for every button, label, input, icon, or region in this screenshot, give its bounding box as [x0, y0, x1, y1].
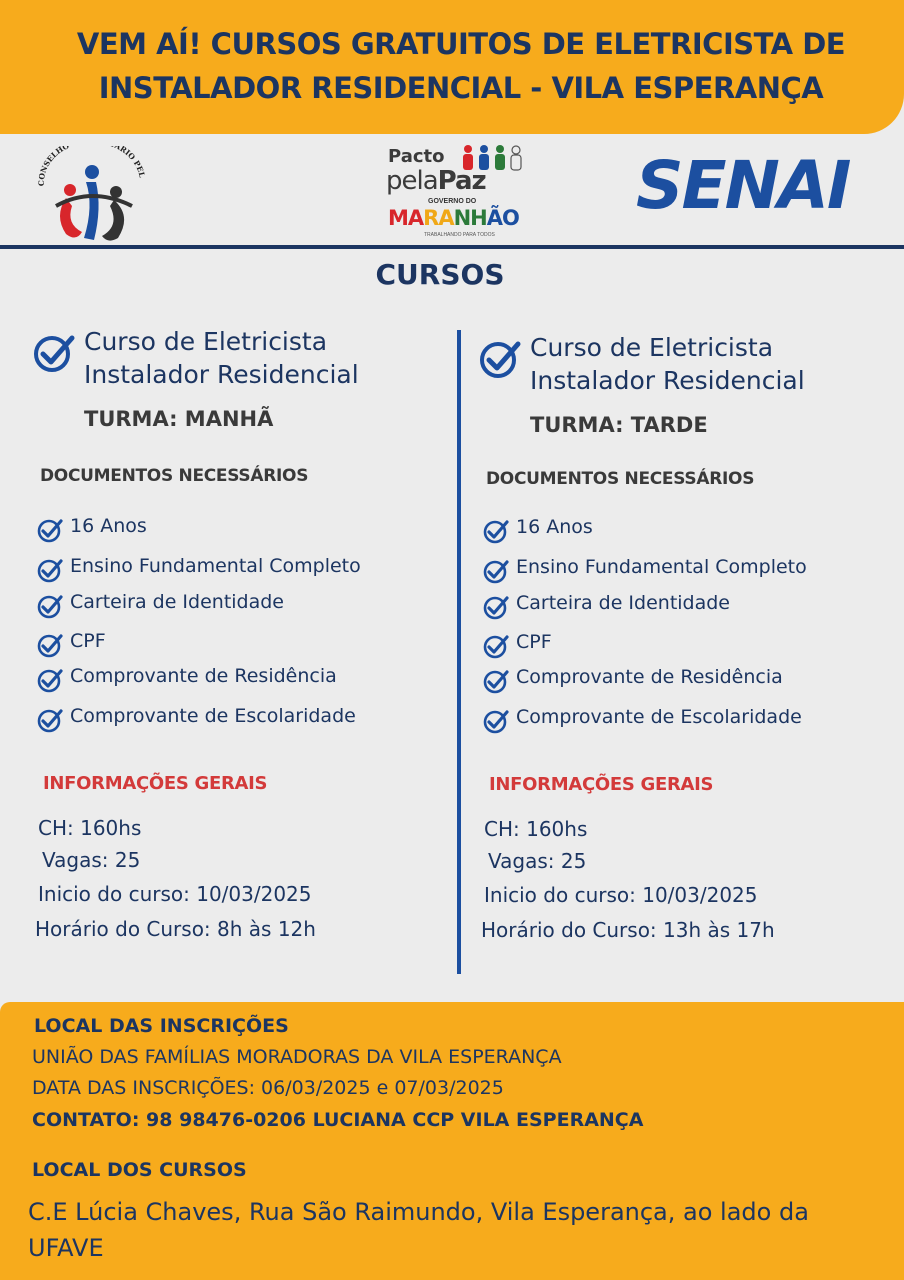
check-icon — [36, 706, 64, 734]
contact-line: CONTATO: 98 98476-0206 LUCIANA CCP VILA ESPERANÇA — [32, 1109, 644, 1131]
pacto-pela-paz-logo — [384, 142, 530, 242]
info-line: Horário do Curso: 13h às 17h — [481, 918, 775, 942]
ma-part-1: MA — [388, 206, 424, 230]
course-name-line-2: Instalador Residencial — [84, 360, 359, 389]
requirement-text: CPF — [70, 630, 106, 652]
check-icon — [482, 517, 510, 545]
docs-heading: DOCUMENTOS NECESSÁRIOS — [486, 469, 755, 489]
check-icon — [482, 632, 510, 660]
senai-logo: SENAI — [636, 147, 850, 224]
info-heading: INFORMAÇÕES GERAIS — [43, 773, 268, 794]
course-name-line-2: Instalador Residencial — [530, 366, 805, 395]
inscricoes-data: DATA DAS INSCRIÇÕES: 06/03/2025 e 07/03/2025 — [32, 1077, 504, 1099]
requirement-text: Ensino Fundamental Completo — [516, 556, 807, 578]
info-line: CH: 160hs — [484, 817, 588, 841]
ccp-logo-text: CONSELHO ÁRIO PEL — [36, 146, 146, 187]
requirement-text: Comprovante de Escolaridade — [516, 706, 802, 728]
column-divider — [457, 330, 461, 974]
pacto-logo-word-2 — [386, 166, 486, 196]
turma-label: TURMA: MANHÃ — [84, 407, 274, 431]
cursos-local-heading: LOCAL DOS CURSOS — [32, 1159, 247, 1181]
pacto-pela: pela — [386, 166, 438, 196]
pacto-paz: Paz — [437, 166, 486, 196]
course-name — [84, 325, 359, 391]
check-icon — [482, 707, 510, 735]
pacto-gov-label: GOVERNO DO — [428, 198, 477, 205]
check-icon — [36, 592, 64, 620]
requirement-text: Ensino Fundamental Completo — [70, 555, 361, 577]
check-icon — [482, 593, 510, 621]
course-check-icon — [32, 330, 76, 374]
requirement-text: CPF — [516, 631, 552, 653]
ma-part-2: RA — [423, 206, 454, 230]
page-title — [0, 22, 904, 110]
requirement-text: 16 Anos — [516, 516, 593, 538]
ccp-logo-icon — [36, 146, 146, 246]
title-line-1: VEM AÍ! CURSOS GRATUITOS DE ELETRICISTA DE — [76, 27, 846, 61]
inscricoes-local: UNIÃO DAS FAMÍLIAS MORADORAS DA VILA ESPERANÇA — [32, 1046, 562, 1068]
requirement-text: 16 Anos — [70, 515, 147, 537]
info-line: Vagas: 25 — [488, 849, 587, 873]
requirement-text: Comprovante de Residência — [70, 665, 337, 687]
cursos-local-address: C.E Lúcia Chaves, Rua São Raimundo, Vila Esperança, ao lado da UFAVE — [28, 1198, 809, 1262]
ma-part-3: NH — [453, 206, 487, 230]
requirement-text: Comprovante de Escolaridade — [70, 705, 356, 727]
info-line: Inicio do curso: 10/03/2025 — [38, 882, 312, 906]
ma-part-4: ÃO — [486, 206, 519, 230]
course-name-line-1: Curso de Eletricista — [530, 333, 774, 362]
course-name — [530, 331, 805, 397]
info-line: Inicio do curso: 10/03/2025 — [484, 883, 758, 907]
requirement-text: Carteira de Identidade — [516, 592, 731, 614]
check-icon — [36, 631, 64, 659]
ccp-logo — [36, 146, 146, 246]
check-icon — [482, 667, 510, 695]
header-divider — [0, 245, 904, 249]
check-icon — [36, 556, 64, 584]
info-heading: INFORMAÇÕES GERAIS — [489, 774, 714, 795]
check-icon — [482, 557, 510, 585]
info-line: Vagas: 25 — [42, 848, 141, 872]
pacto-tagline: TRABALHANDO PARA TODOS — [424, 232, 495, 238]
requirement-text: Carteira de Identidade — [70, 591, 285, 613]
course-check-icon — [478, 336, 522, 380]
pacto-logo-word-1: Pacto — [388, 146, 445, 167]
docs-heading: DOCUMENTOS NECESSÁRIOS — [40, 466, 309, 486]
info-line: Horário do Curso: 8h às 12h — [35, 917, 316, 941]
section-title: CURSOS — [375, 258, 505, 291]
check-icon — [36, 666, 64, 694]
turma-label: TURMA: TARDE — [530, 413, 708, 437]
title-line-2: INSTALADOR RESIDENCIAL - VILA ESPERANÇA — [98, 71, 824, 105]
inscricoes-heading: LOCAL DAS INSCRIÇÕES — [34, 1015, 289, 1037]
maranhao-wordmark — [388, 206, 519, 230]
requirement-text: Comprovante de Residência — [516, 666, 783, 688]
check-icon — [36, 516, 64, 544]
info-line: CH: 160hs — [38, 816, 142, 840]
course-name-line-1: Curso de Eletricista — [84, 327, 328, 356]
